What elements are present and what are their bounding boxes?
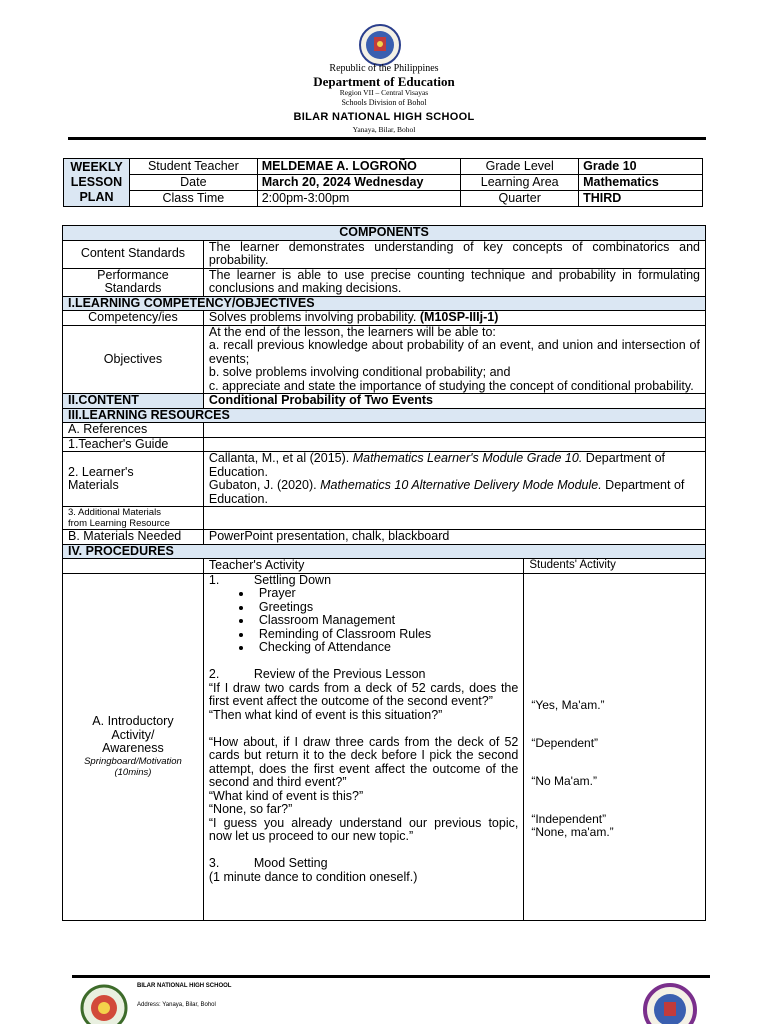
division-line: Schools Division of Bohol xyxy=(341,98,427,107)
deped-logo-icon xyxy=(642,982,698,1024)
student-answer: “Yes, Ma'am.” xyxy=(531,697,605,712)
quarter-value: THIRD xyxy=(579,191,703,207)
procedures-blank-cell xyxy=(63,559,204,574)
student-answer: “Dependent” xyxy=(531,735,599,750)
student-answer: “None, ma'am.” xyxy=(531,824,614,839)
header-divider xyxy=(68,137,706,140)
date-value: March 20, 2024 Wednesday xyxy=(257,175,461,191)
grade-level-value: Grade 10 xyxy=(579,159,703,175)
list-item: • Checking of Attendance xyxy=(253,641,518,655)
republic-line: Republic of the Philippines xyxy=(329,63,439,74)
students-activity-content xyxy=(524,573,706,920)
question-1: “If I draw two cards from a deck of 52 cards, does the first event affect the outcome of the second event?” xyxy=(208,680,519,708)
objectives-text: At the end of the lesson, the learners will be able to: a. recall previous knowledge about probability of an event, and union and intersection of events; b. solve problems involving conditional probability; and c. appreciate and state the importance of studying the concept of conditional probability. xyxy=(203,325,705,394)
list-item: • Greetings xyxy=(253,601,518,615)
content-standards-text: The learner demonstrates understanding of key concepts of combinatorics and probability. xyxy=(203,240,705,268)
department-line: Department of Education xyxy=(313,74,455,89)
section-learning-competency: I.LEARNING COMPETENCY/OBJECTIVES xyxy=(63,296,706,311)
additional-materials-label: 3. Additional Materials from Learning Resource xyxy=(63,507,204,530)
region-line: Region VII – Central Visayas xyxy=(339,88,429,97)
section-procedures: IV. PROCEDURES xyxy=(63,544,706,559)
school-logo-icon xyxy=(78,982,130,1024)
lesson-info-table xyxy=(63,158,703,207)
question-3: “How about, if I draw three cards from the deck of 52 cards but return it to the deck before I pick the second attempt, does the first event affect the outcome of the second and third event?” xyxy=(208,734,519,789)
footer-address: Address: Yanaya, Bilar, Bohol xyxy=(137,1002,216,1008)
objectives-label: Objectives xyxy=(63,325,204,394)
materials-needed-label: B. Materials Needed xyxy=(63,530,204,545)
teachers-activity-heading: Teacher's Activity xyxy=(203,559,523,574)
teachers-activity-content: 1. Settling Down • Prayer • Greetings • Classroom Management • Reminding of Classroom Rules • Checking of Attendance 2. Review of the Previous Lesson “If I draw two cards from a deck of 52 cards, does the first event affect the outcome of the second event?” “Then what kind of event is this situation?” “How about, if I draw three cards from the deck of 52 cards but return it to the deck before I pick the second attempt, does the first event affect the outcome of the second and third event?” “What kind of event is this?” “None, so far?” “I guess you already understand our previous topic, now let us proceed to our new topic.” 3. Mood Setting (1 minute dance to condition oneself.) xyxy=(203,573,523,920)
grade-level-label: Grade Level xyxy=(461,159,579,175)
content-standards-label: Content Standards xyxy=(63,240,204,268)
competency-text: Solves problems involving probability. (M10SP-IIIj-1) xyxy=(203,311,705,326)
performance-standards-text: The learner is able to use precise counting technique and probability in formulating conclusions and making decisions. xyxy=(203,268,705,296)
introductory-activity-label: A. Introductory Activity/ Awareness Springboard/Motivation (10mins) xyxy=(63,573,204,920)
question-6: “I guess you already understand our previous topic, now let us proceed to our new topic.” xyxy=(208,815,519,843)
references-value xyxy=(203,423,705,438)
question-5: “None, so far?” xyxy=(208,802,293,816)
additional-materials-value xyxy=(203,507,705,530)
content-text: Conditional Probability of Two Events xyxy=(203,394,705,409)
learning-area-value: Mathematics xyxy=(579,175,703,191)
deped-seal-icon xyxy=(355,24,405,66)
weekly-lesson-plan-label: WEEKLY LESSON PLAN xyxy=(64,159,130,207)
section-learning-resources: III.LEARNING RESOURCES xyxy=(63,408,706,423)
student-answer: “Independent” xyxy=(531,811,607,826)
learners-materials-label: 2. Learner's Materials xyxy=(63,452,204,507)
question-4: “What kind of event is this?” xyxy=(208,788,364,803)
settling-down-list xyxy=(209,587,518,655)
footer-school-name: BILAR NATIONAL HIGH SCHOOL xyxy=(137,983,232,989)
quarter-label: Quarter xyxy=(461,191,579,207)
date-label: Date xyxy=(129,175,257,191)
competency-label: Competency/ies xyxy=(63,311,204,326)
lesson-plan-table xyxy=(62,225,706,921)
list-item: • Classroom Management xyxy=(253,614,518,628)
class-time-label: Class Time xyxy=(129,191,257,207)
school-name: BILAR NATIONAL HIGH SCHOOL xyxy=(293,111,475,123)
student-teacher-label: Student Teacher xyxy=(129,159,257,175)
section-content-label: II.CONTENT xyxy=(63,394,204,409)
footer-divider xyxy=(72,975,710,978)
components-heading: COMPONENTS xyxy=(63,226,706,241)
student-teacher-value: MELDEMAE A. LOGROÑO xyxy=(257,159,461,175)
learners-materials-text: Callanta, M., et al (2015). Mathematics Learner's Module Grade 10. Department of Education. Gubaton, J. (2020). Mathematics 10 Alternative Delivery Mode Module. Department of Education. xyxy=(203,452,705,507)
students-activity-heading: Students' Activity xyxy=(524,559,706,574)
student-answer: “No Ma'am.” xyxy=(531,773,597,788)
list-item: • Reminding of Classroom Rules xyxy=(253,628,518,642)
learning-area-label: Learning Area xyxy=(461,175,579,191)
question-2: “Then what kind of event is this situation?” xyxy=(208,707,443,722)
list-item: • Prayer xyxy=(253,587,518,601)
performance-standards-label: Performance Standards xyxy=(63,268,204,296)
mood-setting-text: (1 minute dance to condition oneself.) xyxy=(208,869,418,884)
class-time-value: 2:00pm-3:00pm xyxy=(257,191,461,207)
teachers-guide-label: 1.Teacher's Guide xyxy=(63,437,204,452)
materials-needed-text: PowerPoint presentation, chalk, blackboard xyxy=(203,530,705,545)
teachers-guide-value xyxy=(203,437,705,452)
school-address: Yanaya, Bilar, Bohol xyxy=(352,125,416,134)
references-label: A. References xyxy=(63,423,204,438)
